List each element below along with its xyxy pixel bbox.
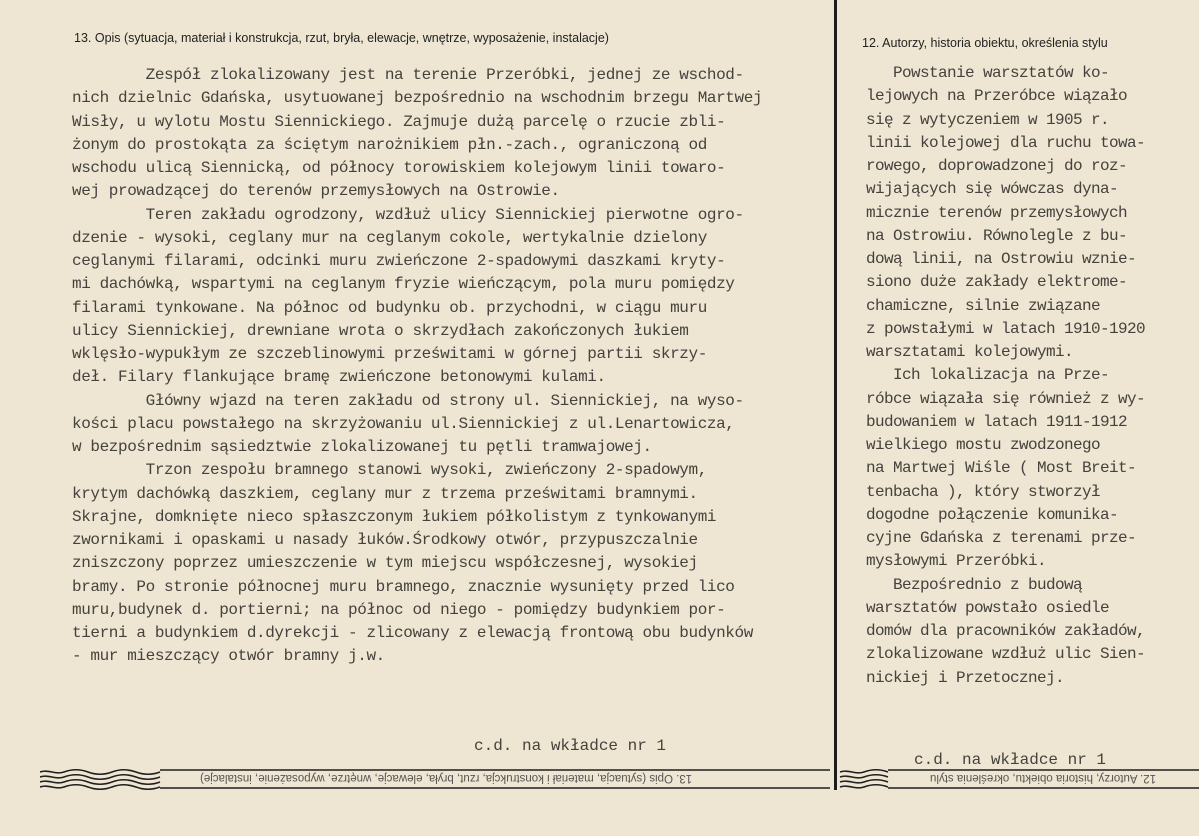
text-line: wschodu ulicą Siennicką, od północy torowiskiem kolejowym linii towaro- [72,159,726,177]
text-line: wijających się wówczas dyna- [866,180,1119,199]
text-line: micznie terenów przemysłowych [866,203,1128,222]
text-line: wej prowadzącej do terenów przemysłowych na Ostrowie. [72,182,560,201]
text-line: budowaniem w latach 1911-1912 [866,412,1128,431]
text-line: żonym do prostokąta za ściętym narożnikiem płn.-zach., ograniczoną od [72,135,707,154]
mirrored-right-header: 12. Autorzy, historia obiektu, określenia stylu [930,772,1157,784]
text-line: Teren zakładu ogrodzony, wzdłuż ulicy Siennickiej pierwotne ogro- [72,205,744,224]
text-line: cyjne Gdańska z terenami prze- [866,529,1137,547]
right-section-header: 12. Autorzy, historia obiektu, określenia stylu [862,36,1108,50]
text-line: tierni a budynkiem d.dyrekcji - zlicowany z elewacją frontową obu budynków [72,624,753,642]
column-divider-bottom [834,768,837,790]
text-line: linii kolejowej dla ruchu towa- [866,133,1146,152]
text-line: rowego, doprowadzonej do roz- [866,157,1128,175]
text-line: dogodne połączenie komunika- [866,505,1119,524]
text-line: chamiczne, silnie związane [866,296,1101,315]
text-line: Ich lokalizacja na Prze- [866,366,1110,385]
text-line: muru,budynek d. portierni; na północ od niego - pomiędzy budynkiem por- [72,600,726,619]
history-text [866,62,1196,690]
text-line: bramy. Po stronie północnej muru bramnego, znacznie wysunięty przed lico [72,577,735,596]
text-line: - mur mieszczący otwór bramny j.w. [72,647,385,666]
text-line: kości placu powstałego na skrzyżowaniu ul.Siennickiej z ul.Lenartowicza, [72,414,735,433]
text-line: deł. Filary flankujące bramę zwieńczone betonowymi kulami. [72,368,606,387]
text-line: siono duże zakłady elektrome- [866,273,1128,292]
text-line: Zespół zlokalizowany jest na terenie Przeróbki, jednej ze wschod- [72,66,744,84]
text-line: na Martwej Wiśle ( Most Breit- [866,459,1137,478]
text-line: Trzon zespołu bramnego stanowi wysoki, zwieńczony 2-spadowym, [72,461,707,480]
text-line: dzenie - wysoki, ceglany mur na ceglanym cokole, wertykalnie dzielony [72,228,707,247]
text-line: zniszczony poprzez umieszczenie w tym miejscu współczesnej, wysokiej [72,554,698,573]
text-line: Główny wjazd na teren zakładu od strony ul. Siennickiej, na wyso- [72,391,744,410]
text-line: mi dachówką, wspartymi na ceglanym fryzie wieńczącym, pola muru pomiędzy [72,275,735,294]
text-line: na Ostrowiu. Równolegle z bu- [866,226,1128,245]
text-line: Skrajne, domknięte nieco spłaszczonym łukiem półkolistym z tynkowanymi [72,507,717,526]
text-line: warsztatów powstało osiedle [866,598,1110,617]
text-line: wklęsło-wypukłym ze szczeblinowymi prześwitami w górnej partii skrzy- [72,345,707,363]
right-continuation-note: c.d. na wkładce nr 1 [914,751,1107,769]
text-line: dową linii, na Ostrowiu wznie- [866,250,1137,268]
text-line: wielkiego mostu zwodzonego [866,436,1101,454]
text-line: mysłowymi Przeróbki. [866,552,1047,571]
column-divider [834,0,837,790]
text-line: z powstałymi w latach 1910-1920 [866,319,1146,338]
text-line: filarami tynkowane. Na północ od budynku ob. przychodni, w ciągu muru [72,298,707,317]
left-section-header: 13. Opis (sytuacja, materiał i konstrukcja, rzut, bryła, elewacje, wnętrze, wyposażenie, instalacje) [74,31,609,45]
text-line: ceglanymi filarami, odcinki muru zwieńczone 2-spadowymi daszkami kryty- [72,252,726,270]
text-line: domów dla pracowników zakładów, [866,622,1146,640]
text-line: zwornikami i opaskami u nasady łuków.Środkowy otwór, przypuszczalnie [72,531,698,549]
text-line: ulicy Siennickiej, drewniane wrota o skrzydłach zakończonych łukiem [72,321,689,340]
text-line: się z wytyczeniem w 1905 r. [866,110,1110,129]
text-line: zlokalizowane wzdłuż ulic Sien- [866,645,1146,664]
mirrored-left-header: 13. Opis (sytuacja, materiał i konstrukcja, rzut, bryła, elewacje, wnętrze, wyposażenie, instalacje) [200,772,693,784]
text-line: w bezpośrednim sąsiedztwie zlokalizowanej tu pętli tramwajowej. [72,438,652,456]
left-continuation-note: c.d. na wkładce nr 1 [474,737,667,755]
text-line: lejowych na Przeróbce wiązało [866,87,1128,106]
text-line: róbce wiązała się również z wy- [866,389,1146,408]
text-line: tenbacha ), który stworzył [866,482,1101,501]
text-line: nickiej i Przetocznej. [866,668,1065,687]
text-line: nich dzielnic Gdańska, usytuowanej bezpośrednio na wschodnim brzegu Martwej [72,89,763,108]
text-line: Powstanie warsztatów ko- [866,64,1110,82]
text-line: Wisły, u wylotu Mostu Siennickiego. Zajmuje dużą parcelę o rzucie zbli- [72,112,726,131]
bottom-wave-border [40,768,1199,790]
text-line: krytym dachówką daszkiem, ceglany mur z trzema prześwitami bramnymi. [72,484,698,503]
description-text [72,64,832,669]
text-line: Bezpośrednio z budową [866,575,1083,594]
text-line: warsztatami kolejowymi. [866,343,1074,361]
